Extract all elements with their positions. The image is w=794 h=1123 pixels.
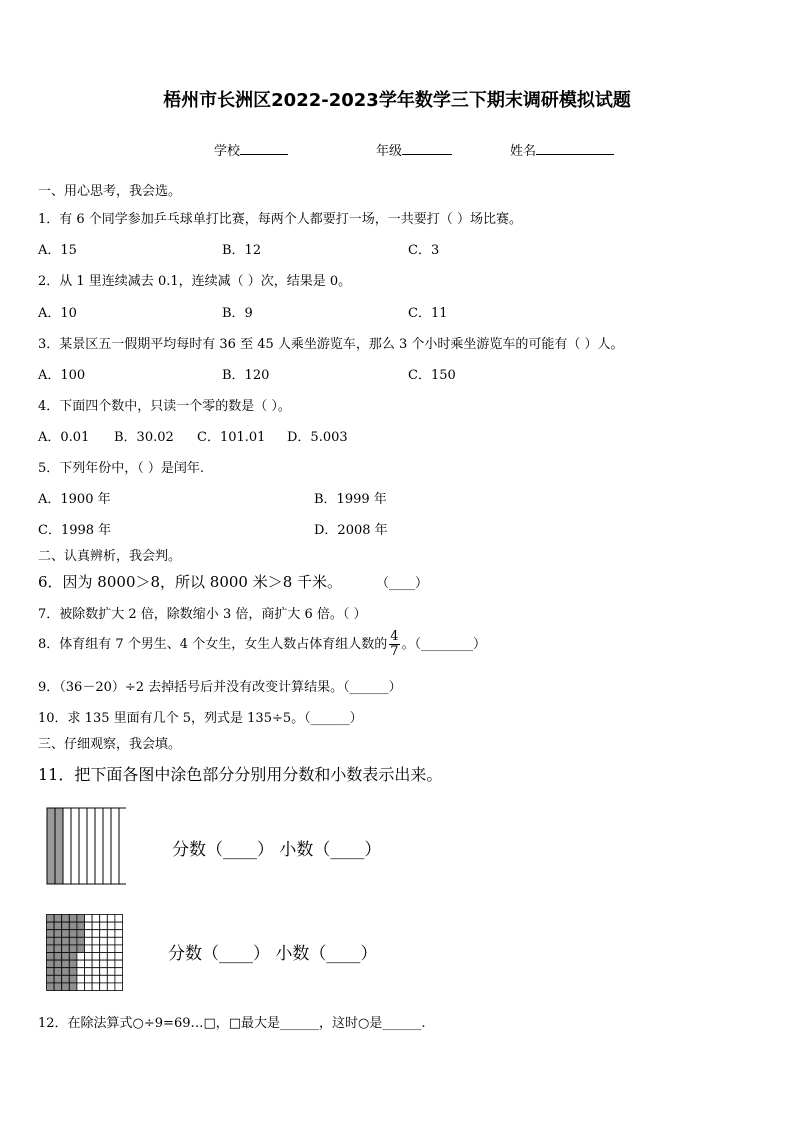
- grid-cell: [62, 915, 70, 923]
- grid-cell: [92, 945, 100, 953]
- q8-fraction: [389, 630, 399, 659]
- grid-cell: [77, 930, 85, 938]
- strip-cell: [87, 808, 95, 884]
- grid-cell: [77, 968, 85, 976]
- grid-cell: [47, 975, 55, 983]
- grid-cell: [54, 953, 62, 961]
- school-field: [214, 140, 288, 159]
- grid-cell: [107, 983, 115, 991]
- q12-text: 12．在除法算式○÷9=69…□，□最大是______，这时○是______.: [38, 1016, 426, 1031]
- page-title: 梧州市长洲区2022-2023学年数学三下期末调研模拟试题: [163, 90, 631, 111]
- strip-cell: [95, 808, 103, 884]
- name-blank[interactable]: [536, 142, 614, 155]
- grid-cell: [115, 975, 123, 983]
- grid-cell: [115, 915, 123, 923]
- grid-cell: [100, 975, 108, 983]
- grid-cell: [92, 922, 100, 930]
- grid-cell: [62, 983, 70, 991]
- grid-cell: [47, 960, 55, 968]
- grid-cell: [69, 915, 77, 923]
- q1-text: 1．有 6 个同学参加乒乓球单打比赛，每两个人都要打一场，一共要打（ ）场比赛。: [38, 212, 522, 227]
- grid-cell: [77, 960, 85, 968]
- grid-cell: [107, 937, 115, 945]
- strip-cell: [47, 808, 55, 884]
- grid-cell: [47, 945, 55, 953]
- q6-text: 6．因为 8000＞8，所以 8000 米＞8 千米。: [38, 573, 343, 591]
- section2-title: 二、认真辨析，我会判。: [38, 549, 182, 564]
- q3-option-c[interactable]: C．150: [408, 368, 456, 383]
- grid-cell: [77, 975, 85, 983]
- q4-option-a[interactable]: A．0.01: [38, 430, 90, 445]
- grid-cell: [62, 937, 70, 945]
- grid-cell: [92, 953, 100, 961]
- grid-cell: [77, 945, 85, 953]
- q11-figure1-answer[interactable]: 分数（____） 小数（____）: [172, 840, 382, 860]
- grid-cell: [115, 945, 123, 953]
- grid-cell: [47, 937, 55, 945]
- grid-cell: [77, 915, 85, 923]
- q6-answer-paren[interactable]: （____）: [376, 576, 429, 591]
- q7-text: 7．被除数扩大 2 倍，除数缩小 3 倍，商扩大 6 倍。（ ）: [38, 607, 367, 622]
- grid-cell: [92, 968, 100, 976]
- grid-cell: [115, 922, 123, 930]
- grid-cell: [85, 915, 93, 923]
- q2-option-a[interactable]: A．10: [38, 306, 77, 321]
- q8-text: 8．体育组有 7 个男生、4 个女生，女生人数占体育组人数的: [38, 637, 388, 652]
- q10-text: 10．求 135 里面有几个 5，列式是 135÷5。（______）: [38, 711, 363, 726]
- q5-text: 5．下列年份中，（ ）是闰年.: [38, 461, 205, 476]
- q1-option-c[interactable]: C．3: [408, 243, 440, 258]
- grid-cell: [85, 930, 93, 938]
- grid-cell: [62, 960, 70, 968]
- q2-text: 2．从 1 里连续减去 0.1，连续减（ ）次，结果是 0。: [38, 274, 352, 289]
- grid-cell: [69, 975, 77, 983]
- grid-cell: [47, 922, 55, 930]
- strip-cell: [111, 808, 119, 884]
- section3-title: 三、仔细观察，我会填。: [38, 737, 182, 752]
- grid-cell: [54, 930, 62, 938]
- grid-cell: [69, 945, 77, 953]
- grade-field: [376, 140, 452, 159]
- name-label: 姓名: [510, 144, 537, 159]
- grid-cell: [69, 960, 77, 968]
- grid-cell: [54, 915, 62, 923]
- grid-cell: [54, 975, 62, 983]
- q8-fraction-denominator: 7: [390, 644, 399, 659]
- grid-cell: [100, 915, 108, 923]
- grid-cell: [92, 960, 100, 968]
- grid-cell: [62, 953, 70, 961]
- q3-option-a[interactable]: A．100: [38, 368, 86, 383]
- grid-cell: [115, 968, 123, 976]
- q5-option-c[interactable]: C．1998 年: [38, 523, 112, 538]
- grid-cell: [107, 930, 115, 938]
- grid-cell: [107, 960, 115, 968]
- grid-cell: [69, 953, 77, 961]
- grid-cell: [115, 983, 123, 991]
- grid-cell: [77, 937, 85, 945]
- strip-cell: [71, 808, 79, 884]
- grid-cell: [100, 922, 108, 930]
- grid-cell: [100, 937, 108, 945]
- grid-cell: [62, 968, 70, 976]
- grid-cell: [54, 945, 62, 953]
- grid-cell: [100, 968, 108, 976]
- strip-cell: [103, 808, 111, 884]
- strip-cell: [79, 808, 87, 884]
- grid-cell: [100, 930, 108, 938]
- grid-cell: [85, 983, 93, 991]
- grid-cell: [69, 922, 77, 930]
- grid-cell: [115, 930, 123, 938]
- grid-cell: [69, 937, 77, 945]
- grid-cell: [85, 953, 93, 961]
- grid-cell: [85, 937, 93, 945]
- grid-cell: [107, 953, 115, 961]
- q4-option-b[interactable]: B．30.02: [114, 430, 174, 445]
- grid-cell: [69, 983, 77, 991]
- section1-title: 一、用心思考，我会选。: [38, 184, 182, 199]
- grid-cell: [115, 960, 123, 968]
- grid-cell: [92, 930, 100, 938]
- grid-cell: [54, 968, 62, 976]
- grade-blank[interactable]: [402, 142, 452, 155]
- grid-cell: [92, 915, 100, 923]
- grid-cell: [107, 922, 115, 930]
- school-blank[interactable]: [240, 142, 288, 155]
- grid-cell: [54, 937, 62, 945]
- q11-text: 11．把下面各图中涂色部分分别用分数和小数表示出来。: [38, 765, 443, 784]
- grid-cell: [47, 983, 55, 991]
- q4-text: 4．下面四个数中，只读一个零的数是（ ）。: [38, 399, 291, 414]
- q2-option-b[interactable]: B．9: [222, 306, 253, 321]
- q8-text-after: 。（________）: [401, 637, 487, 652]
- grid-cell: [54, 922, 62, 930]
- grid-cell: [100, 983, 108, 991]
- q8-line: [38, 630, 486, 659]
- q1-option-a[interactable]: A．15: [38, 243, 77, 258]
- grid-cell: [100, 960, 108, 968]
- q3-text: 3．某景区五一假期平均每时有 36 至 45 人乘坐游览车，那么 3 个小时乘坐游览车的可能有（ ）人。: [38, 337, 624, 352]
- grid-cell: [92, 983, 100, 991]
- grid-cell: [77, 983, 85, 991]
- grid-cell: [62, 922, 70, 930]
- strip-cell: [55, 808, 63, 884]
- grid-cell: [107, 975, 115, 983]
- q5-option-b[interactable]: B．1999 年: [314, 492, 387, 507]
- q11-figure2-answer[interactable]: 分数（____） 小数（____）: [168, 944, 378, 964]
- grid-cell: [77, 922, 85, 930]
- grid-cell: [115, 953, 123, 961]
- q3-option-b[interactable]: B．120: [222, 368, 270, 383]
- grid-cell: [107, 945, 115, 953]
- grid-cell: [47, 953, 55, 961]
- strip-cell: [63, 808, 71, 884]
- grid-cell: [92, 975, 100, 983]
- grid-cell: [107, 968, 115, 976]
- grid-cell: [115, 937, 123, 945]
- grid-cell: [62, 945, 70, 953]
- q5-option-a[interactable]: A．1900 年: [38, 492, 111, 507]
- grid-cell: [100, 953, 108, 961]
- grid-cell: [85, 975, 93, 983]
- grid-cell: [92, 937, 100, 945]
- q5-option-d[interactable]: D．2008 年: [314, 523, 388, 538]
- grid-cell: [85, 922, 93, 930]
- grid-cell: [47, 915, 55, 923]
- grid-cell: [107, 915, 115, 923]
- q4-option-c[interactable]: C．101.01: [197, 430, 266, 445]
- grid-cell: [100, 945, 108, 953]
- grid-cell: [69, 968, 77, 976]
- q9-text: 9．（36－20）÷2 去掉括号后并没有改变计算结果。（______）: [38, 680, 402, 695]
- q1-option-b[interactable]: B．12: [222, 243, 262, 258]
- grid-cell: [54, 983, 62, 991]
- grid-cell: [85, 945, 93, 953]
- name-field: [510, 140, 614, 159]
- q11-figure1-strips: [46, 807, 126, 887]
- q4-option-d[interactable]: D．5.003: [287, 430, 348, 445]
- q8-fraction-numerator: 4: [390, 629, 399, 644]
- grid-cell: [85, 960, 93, 968]
- grid-cell: [47, 968, 55, 976]
- q2-option-c[interactable]: C．11: [408, 306, 448, 321]
- q11-figure2-grid: [46, 914, 124, 992]
- grid-cell: [47, 930, 55, 938]
- grid-cell: [62, 930, 70, 938]
- grid-cell: [54, 960, 62, 968]
- grid-cell: [85, 968, 93, 976]
- grade-label: 年级: [376, 144, 403, 159]
- grid-cell: [62, 975, 70, 983]
- school-label: 学校: [214, 144, 241, 159]
- grid-cell: [77, 953, 85, 961]
- grid-cell: [69, 930, 77, 938]
- strip-cell: [119, 808, 126, 884]
